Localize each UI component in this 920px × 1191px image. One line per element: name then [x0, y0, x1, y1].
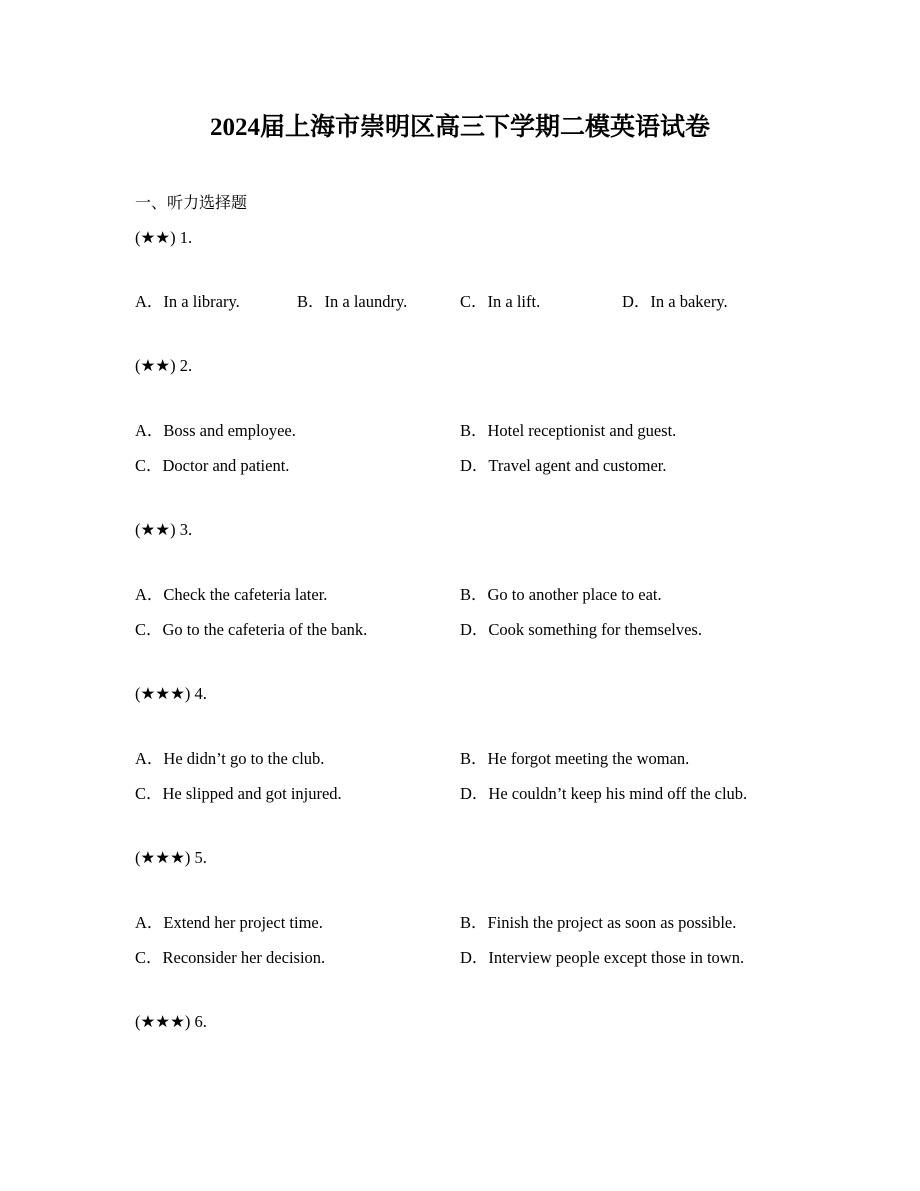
answer-option: A．Check the cafeteria later.: [135, 585, 328, 604]
answer-option: A．In a library.: [135, 292, 240, 311]
answer-option: C．Doctor and patient.: [135, 456, 290, 475]
section-heading: 一、听力选择题: [135, 193, 248, 212]
question-label: (★★) 1.: [135, 228, 193, 247]
answer-option: B．In a laundry.: [297, 292, 408, 311]
answer-option: A．Extend her project time.: [135, 913, 323, 932]
answer-option: D．Cook something for themselves.: [460, 620, 702, 639]
answer-option: A．Boss and employee.: [135, 421, 296, 440]
answer-option: B．Hotel receptionist and guest.: [460, 421, 677, 440]
answer-option: D．In a bakery.: [622, 292, 728, 311]
answer-option: C．He slipped and got injured.: [135, 784, 342, 803]
answer-option: D．Interview people except those in town.: [460, 948, 745, 967]
question-label: (★★) 3.: [135, 520, 193, 539]
answer-option: A．He didn’t go to the club.: [135, 749, 325, 768]
answer-option: C．In a lift.: [460, 292, 541, 311]
question-label: (★★) 2.: [135, 356, 193, 375]
answer-option: B．Go to another place to eat.: [460, 585, 662, 604]
question-label: (★★★) 5.: [135, 848, 207, 867]
question-label: (★★★) 4.: [135, 684, 207, 703]
answer-option: D．Travel agent and customer.: [460, 456, 667, 475]
answer-option: B．Finish the project as soon as possible.: [460, 913, 737, 932]
answer-option: D．He couldn’t keep his mind off the club.: [460, 784, 748, 803]
question-label: (★★★) 6.: [135, 1012, 207, 1031]
page-title: 2024届上海市崇明区高三下学期二模英语试卷: [209, 114, 710, 141]
answer-option: C．Reconsider her decision.: [135, 948, 326, 967]
answer-option: B．He forgot meeting the woman.: [460, 749, 690, 768]
answer-option: C．Go to the cafeteria of the bank.: [135, 620, 368, 639]
